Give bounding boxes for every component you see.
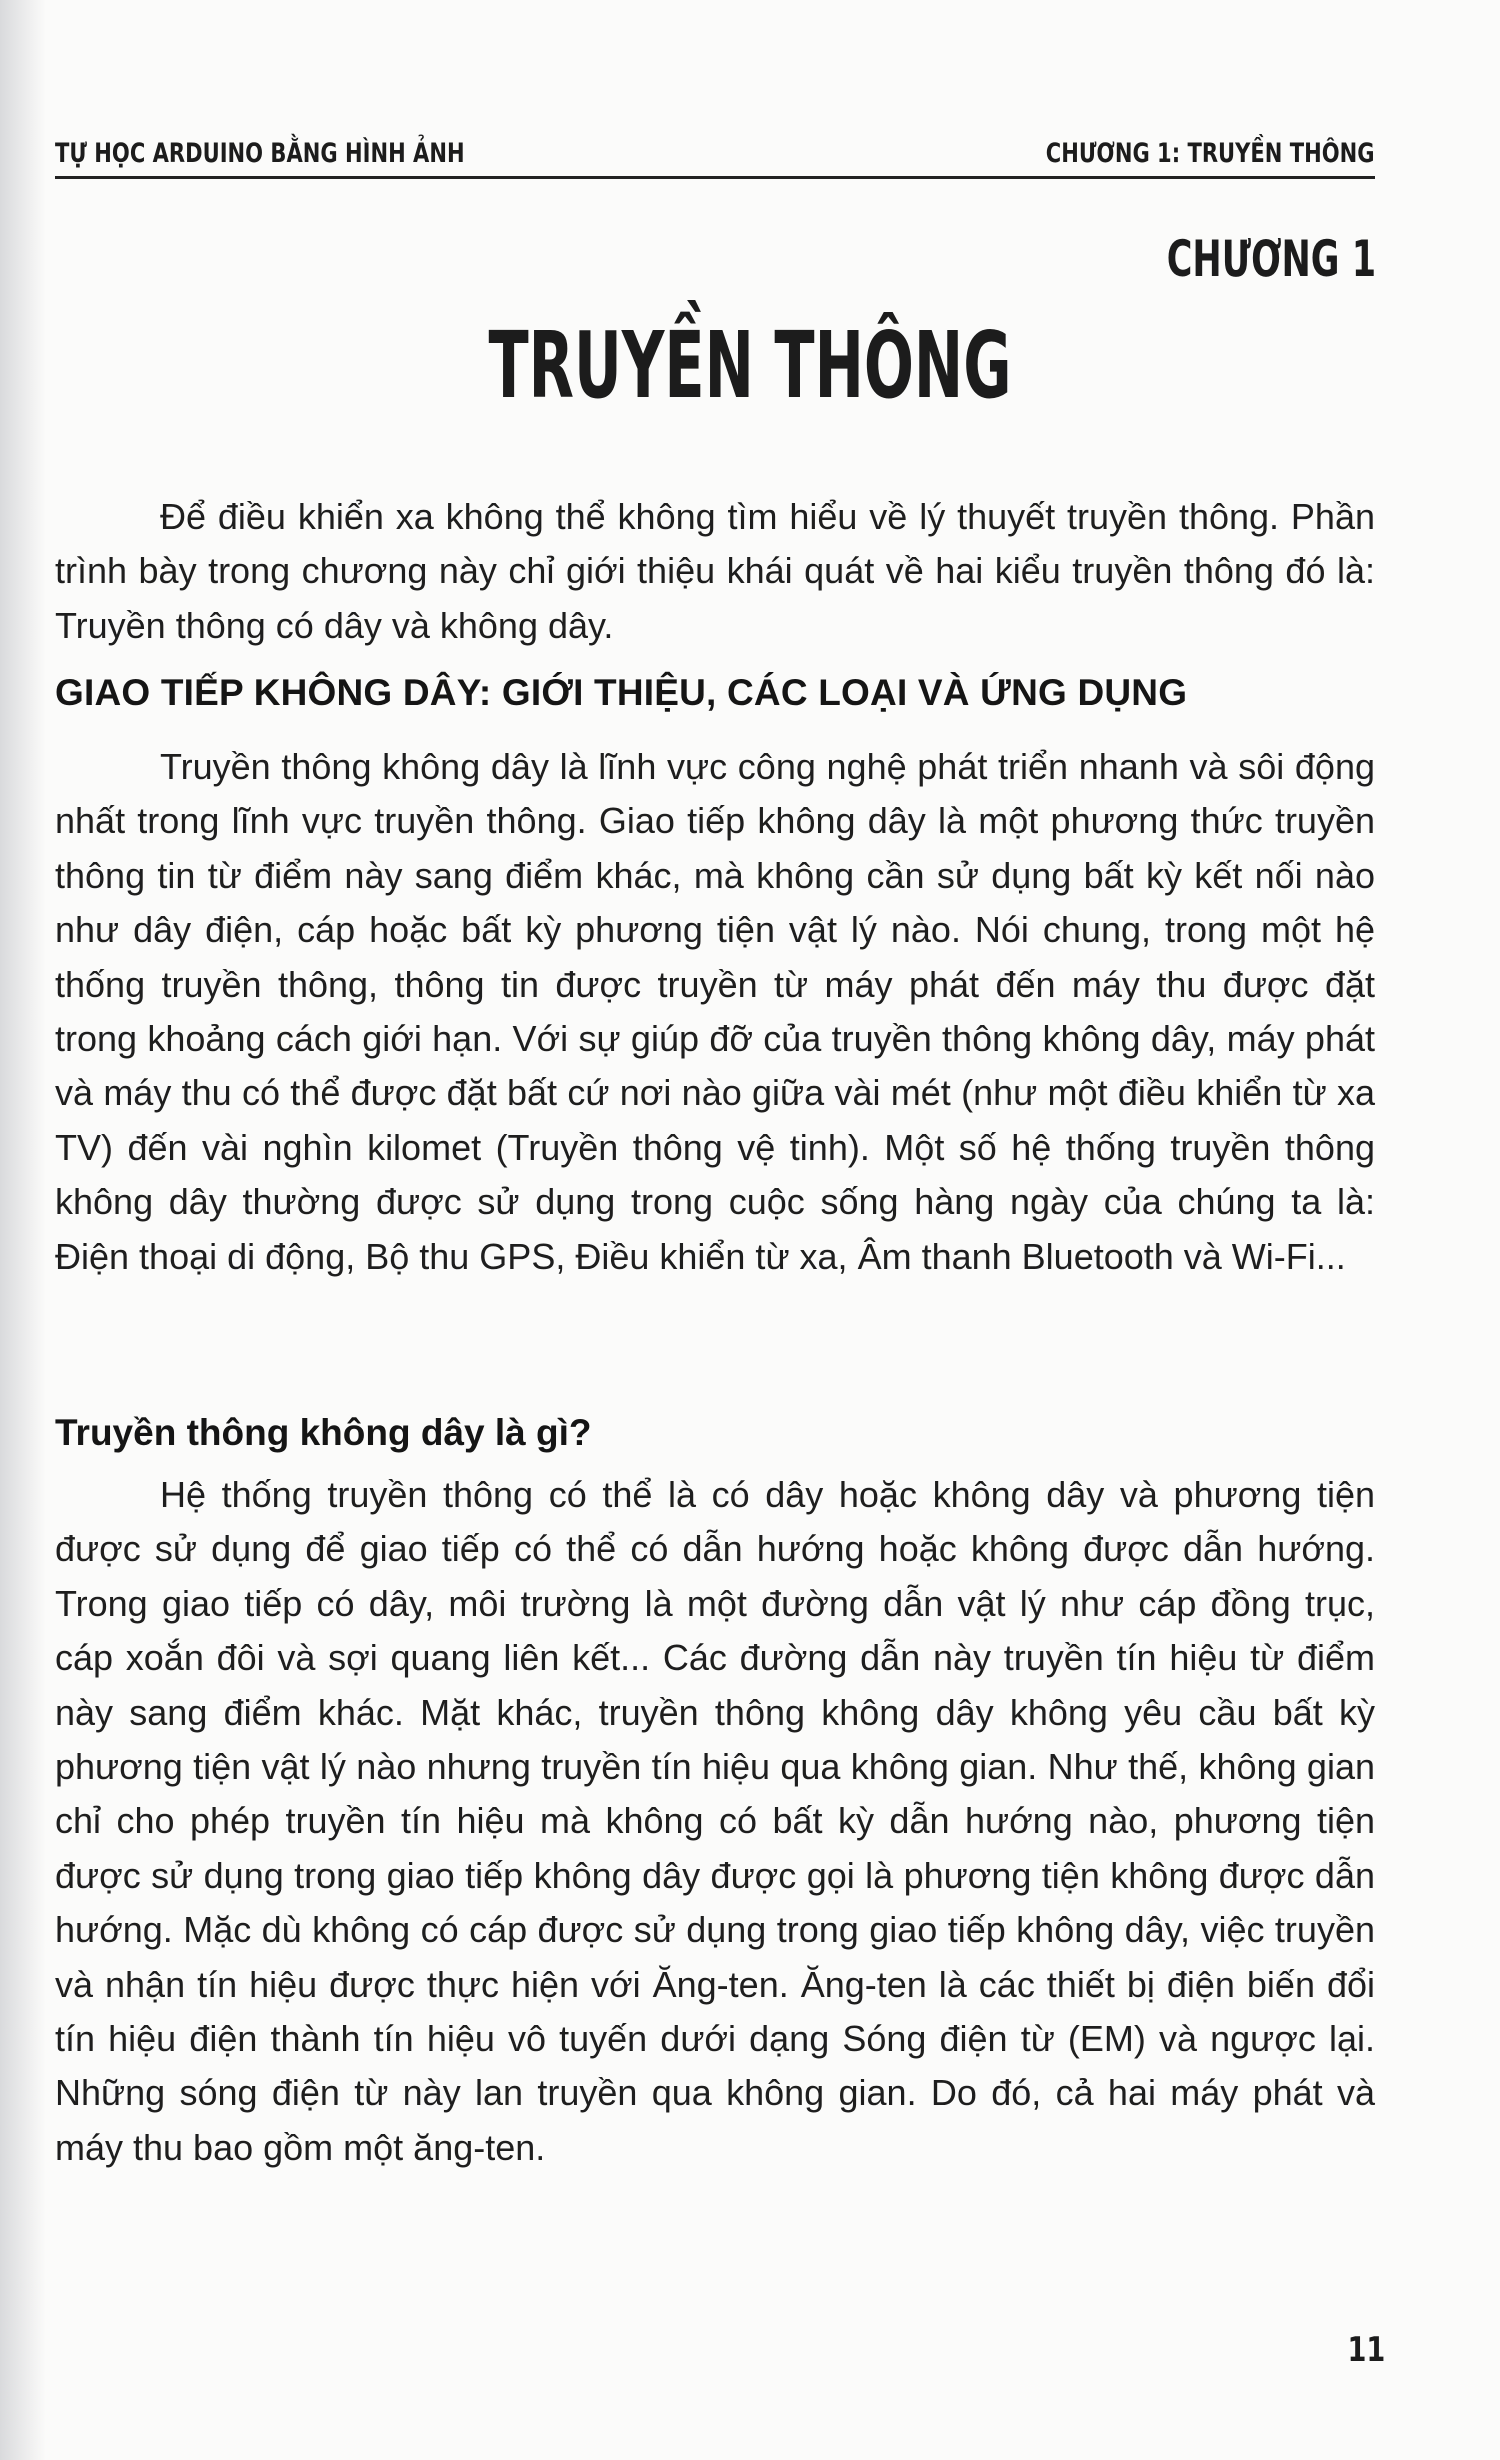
- subsection-heading: Truyền thông không dây là gì?: [55, 1412, 592, 1453]
- intro-paragraph: Để điều khiển xa không thể không tìm hiểu về lý thuyết truyền thông. Phần trình bày trong chương này chỉ giới thiệu khái quát về hai kiểu truyền thông đó là: Truyền thông có dây và không dây.: [55, 496, 1375, 646]
- page-gutter-shadow: [0, 0, 46, 2460]
- section-paragraph: Truyền thông không dây là lĩnh vực công nghệ phát triển nhanh và sôi động nhất trong lĩnh vực truyền thông. Giao tiếp không dây là một phương thức truyền thông tin từ điểm này sang điểm khác, mà không cần sử dụng bất kỳ kết nối nào như dây điện, cáp hoặc bất kỳ phương tiện vật lý nào. Nói chung, trong một hệ thống truyền thông, thông tin được truyền từ máy phát đến máy thu được đặt trong khoảng cách giới hạn. Với sự giúp đỡ của truyền thông không dây, máy phát và máy thu có thể được đặt bất cứ nơi nào giữa vài mét (như một điều khiển từ xa TV) đến vài nghìn kilomet (Truyền thông vệ tinh). Một số hệ thống truyền thông không dây thường được sử dụng trong cuộc sống hàng ngày của chúng ta là: Điện thoại di động, Bộ thu GPS, Điều khiển từ xa, Âm thanh Bluetooth và Wi-Fi...: [55, 746, 1375, 1277]
- subsection-paragraph: Hệ thống truyền thông có thể là có dây hoặc không dây và phương tiện được sử dụng để giao tiếp có thể có dẫn hướng hoặc không được dẫn hướng. Trong giao tiếp có dây, môi trường là một đường dẫn vật lý như cáp đồng trục, cáp xoắn đôi và sợi quang liên kết... Các đường dẫn này truyền tín hiệu từ điểm này sang điểm khác. Mặt khác, truyền thông không dây không yêu cầu bất kỳ phương tiện vật lý nào nhưng truyền tín hiệu qua không gian. Như thế, không gian chỉ cho phép truyền tín hiệu mà không có bất kỳ dẫn hướng nào, phương tiện được sử dụng trong giao tiếp không dây được gọi là phương tiện không được dẫn hướng. Mặc dù không có cáp được sử dụng trong giao tiếp không dây, việc truyền và nhận tín hiệu được thực hiện với Ăng-ten. Ăng-ten là các thiết bị điện biến đổi tín hiệu điện thành tín hiệu vô tuyến dưới dạng Sóng điện từ (EM) và ngược lại. Những sóng điện từ này lan truyền qua không gian. Do đó, cả hai máy phát và máy thu bao gồm một ăng-ten.: [55, 1474, 1375, 2168]
- chapter-label: CHƯƠNG 1: [1166, 230, 1376, 288]
- page-number: 11: [1347, 2330, 1385, 2370]
- intro-block: [55, 490, 1375, 653]
- section-heading: GIAO TIẾP KHÔNG DÂY: GIỚI THIỆU, CÁC LOẠI VÀ ỨNG DỤNG: [55, 672, 1188, 713]
- section-block: [55, 740, 1375, 1284]
- header-book-title: TỰ HỌC ARDUINO BẰNG HÌNH ẢNH: [55, 138, 465, 169]
- subsection-block: [55, 1468, 1375, 2175]
- running-header: [55, 132, 1375, 179]
- header-chapter-ref: CHƯƠNG 1: TRUYỀN THÔNG: [1046, 138, 1375, 169]
- chapter-title: TRUYỀN THÔNG: [488, 312, 1012, 419]
